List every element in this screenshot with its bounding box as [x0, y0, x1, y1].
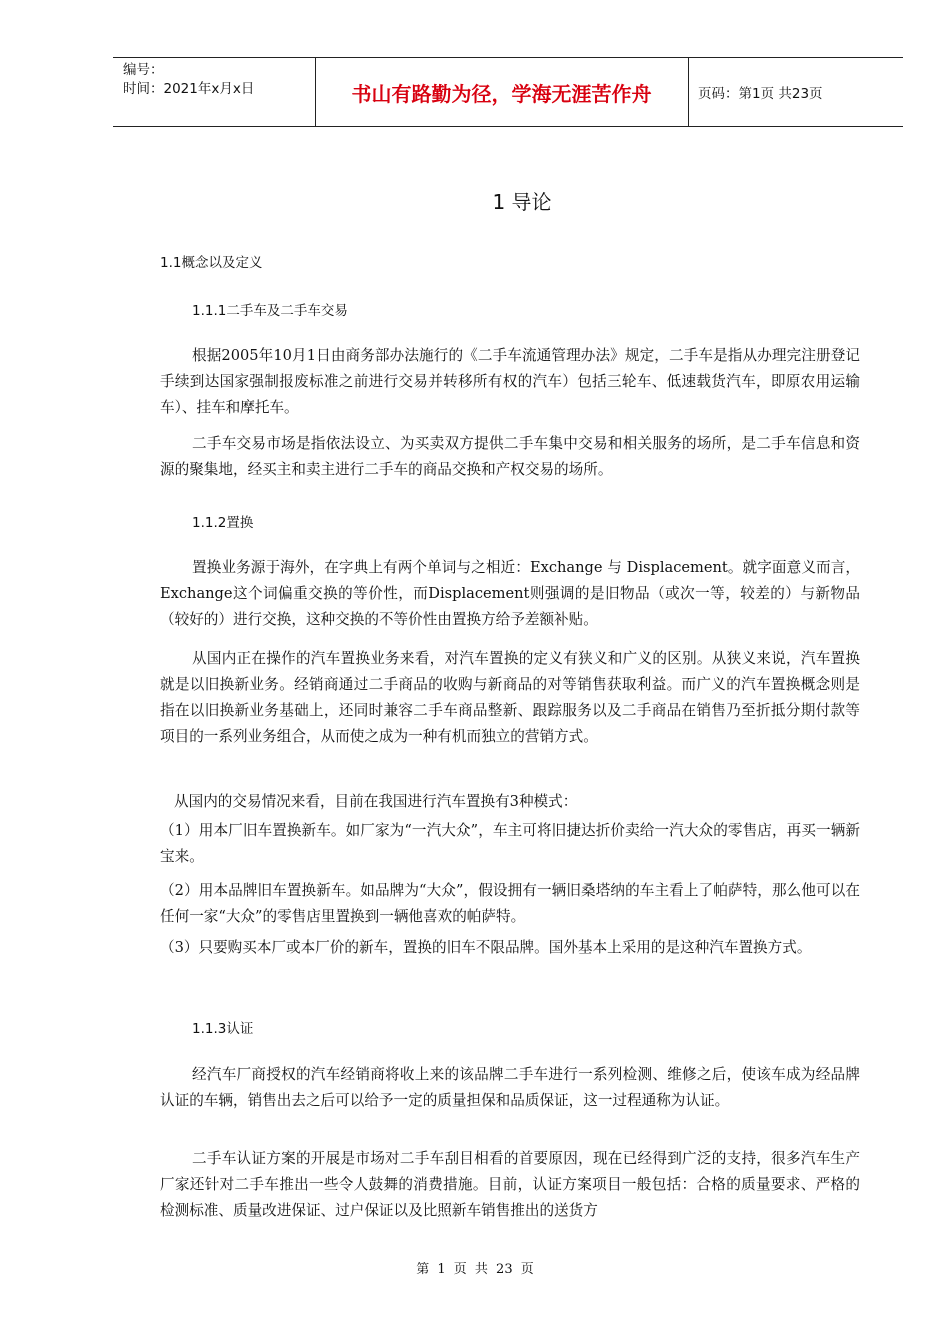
page-header: [113, 57, 903, 127]
paragraph: 从国内正在操作的汽车置换业务来看，对汽车置换的定义有狭义和广义的区别。从狭义来说，汽车置换就是以旧换新业务。经销商通过二手商品的收购与新商品的对等销售获取利益。而广义的汽车置换概念则是指在以旧换新业务基础上，还同时兼容二手车商品整新、跟踪服务以及二手商品在销售乃至折抵分期付款等项目的一系列业务组合，从而使之成为一种有机而独立的营销方式。: [160, 650, 860, 745]
chapter-title: 1 导论: [492, 190, 552, 214]
list-item: （3）只要购买本厂或本厂价的新车，置换的旧车不限品牌。国外基本上采用的是这种汽车置换方式。: [160, 939, 812, 956]
section-heading-1-1-3: 1.1.3认证: [192, 1021, 254, 1037]
paragraph: 从国内的交易情况来看，目前在我国进行汽车置换有3种模式：: [174, 793, 578, 810]
list-item: （1）用本厂旧车置换新车。如厂家为“一汽大众”，车主可将旧捷达折价卖给一汽大众的零售店，再买一辆新宝来。: [160, 822, 860, 865]
section-heading-1-1: 1.1概念以及定义: [160, 255, 263, 271]
paragraph: 置换业务源于海外，在字典上有两个单词与之相近：Exchange 与 Displacement。就字面意义而言，Exchange这个词偏重交换的等价性，而Displacement则强调的是旧物品（或次一等，较差的）与新物品（较好的）进行交换，这种交换的不等价性由置换方给予差额补贴。: [160, 559, 860, 628]
header-page-info: 页码：第1页 共23页: [698, 86, 823, 102]
paragraph: 经汽车厂商授权的汽车经销商将收上来的该品牌二手车进行一系列检测、维修之后，使该车成为经品牌认证的车辆，销售出去之后可以给予一定的质量担保和品质保证，这一过程通称为认证。: [160, 1066, 860, 1109]
header-motto: 书山有路勤为径，学海无涯苦作舟: [315, 58, 689, 126]
paragraph: 二手车交易市场是指依法设立、为买卖双方提供二手车集中交易和相关服务的场所，是二手车信息和资源的聚集地，经买主和卖主进行二手车的商品交换和产权交易的场所。: [160, 435, 860, 478]
list-item: （2）用本品牌旧车置换新车。如品牌为“大众”，假设拥有一辆旧桑塔纳的车主看上了帕萨特，那么他可以在任何一家“大众”的零售店里置换到一辆他喜欢的帕萨特。: [160, 882, 860, 925]
section-heading-1-1-1: 1.1.1二手车及二手车交易: [192, 303, 348, 319]
page-footer: 第 1 页 共 23 页: [416, 1262, 534, 1277]
header-meta: [113, 58, 316, 126]
paragraph: 根据2005年10月1日由商务部办法施行的《二手车流通管理办法》规定，二手车是指从办理完注册登记手续到达国家强制报废标准之前进行交易并转移所有权的汽车）包括三轮车、低速载货汽车，即原农用运输车）、挂车和摩托车。: [160, 347, 860, 416]
section-heading-1-1-2: 1.1.2置换: [192, 515, 254, 531]
document-time-label: 时间：2021年x月x日: [123, 81, 255, 97]
paragraph: 二手车认证方案的开展是市场对二手车刮目相看的首要原因，现在已经得到广泛的支持，很多汽车生产厂家还针对二手车推出一些令人鼓舞的消费措施。目前，认证方案项目一般包括：合格的质量要求、严格的检测标准、质量改进保证、过户保证以及比照新车销售推出的送货方: [160, 1150, 860, 1219]
document-number-label: 编号：: [123, 62, 164, 78]
